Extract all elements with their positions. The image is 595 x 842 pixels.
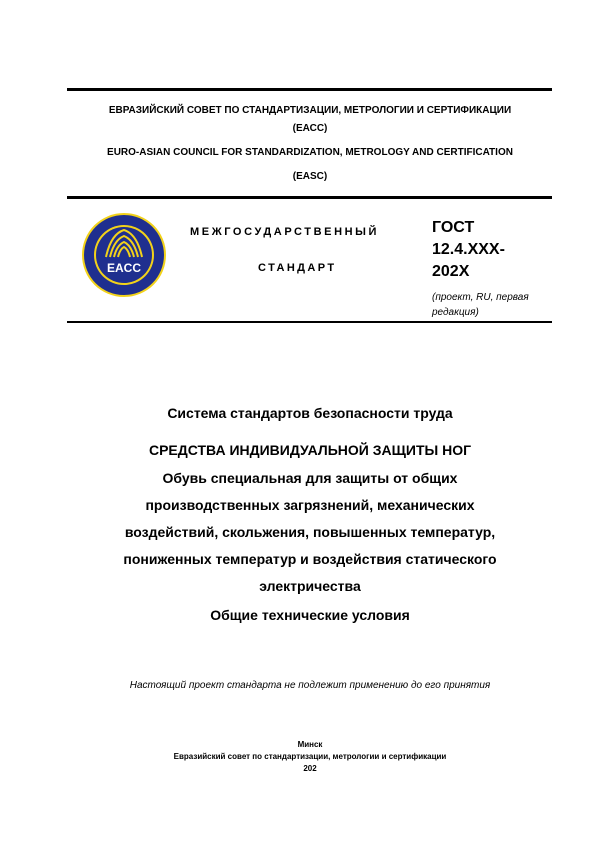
council-abbr-en: (EASC): [292, 171, 328, 182]
eacc-logo: [81, 212, 167, 298]
council-name-en: EURO-ASIAN COUNCIL FOR STANDARDIZATION, METROLOGY AND CERTIFICATION: [107, 147, 513, 158]
project-line-1: (проект, RU, первая: [432, 292, 529, 303]
header-rule: [67, 196, 552, 199]
title-line-1: Обувь специальная для защиты от общих: [162, 470, 458, 486]
interstate-label: МЕЖГОСУДАРСТВЕННЫЙ: [190, 226, 380, 238]
top-rule: [67, 88, 552, 91]
footer-publisher: Евразийский совет по стандартизации, метрологии и сертификации: [173, 752, 447, 761]
title-line-3: воздействий, скольжения, повышенных температур,: [124, 524, 496, 540]
title-line-4: пониженных температур и воздействия статического: [123, 551, 497, 567]
draft-note: Настоящий проект стандарта не подлежит применению до его принятия: [129, 680, 491, 691]
gost-number: [432, 217, 505, 283]
system-title: Система стандартов безопасности труда: [167, 405, 453, 421]
footer-city: Минск: [297, 740, 323, 749]
title-line-2: производственных загрязнений, механических: [145, 497, 475, 513]
designation-rule: [67, 321, 552, 323]
svg-text:EACC: EACC: [106, 261, 142, 275]
gost-line-2: 12.4.XXX-: [432, 241, 505, 258]
gost-line-1: ГОСТ: [432, 219, 475, 236]
gost-line-3: 202X: [432, 263, 470, 280]
project-status: [432, 290, 562, 320]
main-title: СРЕДСТВА ИНДИВИДУАЛЬНОЙ ЗАЩИТЫ НОГ: [148, 442, 472, 458]
council-abbr-ru: (ЕАСС): [292, 123, 328, 134]
footer-year: 202: [303, 764, 317, 773]
project-line-2: редакция): [432, 307, 479, 318]
standard-label: СТАНДАРТ: [258, 262, 337, 274]
title-line-5: электричества: [259, 578, 361, 594]
conditions-title: Общие технические условия: [210, 607, 410, 623]
council-name-ru: ЕВРАЗИЙСКИЙ СОВЕТ ПО СТАНДАРТИЗАЦИИ, МЕТРОЛОГИИ И СЕРТИФИКАЦИИ: [108, 105, 512, 116]
